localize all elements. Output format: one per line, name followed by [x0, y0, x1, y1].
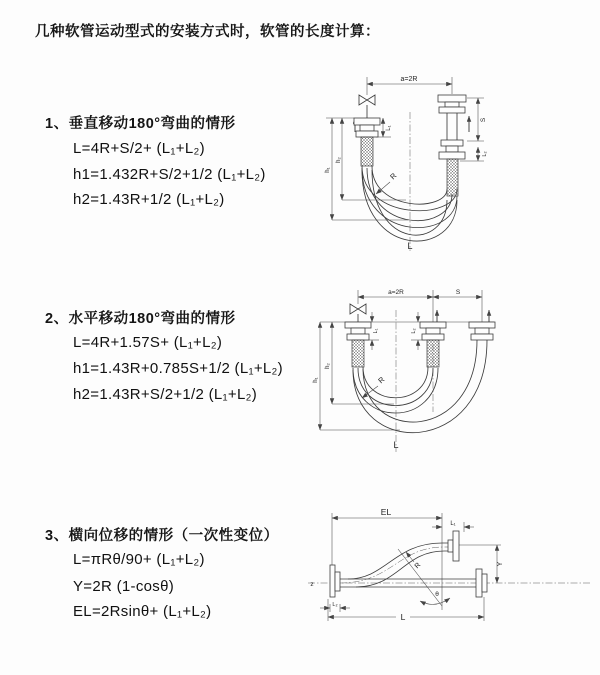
axis-mark-label: z	[310, 581, 314, 588]
hose-centerline	[340, 547, 450, 583]
hose-arcs	[362, 166, 457, 241]
page-title: 几种软管运动型式的安装方式时，软管的长度计算：	[35, 24, 380, 40]
length-label: L	[400, 612, 406, 622]
angle-label: θ	[435, 591, 439, 598]
diagram-lateral-displacement	[298, 505, 598, 650]
radius-label: R	[388, 171, 399, 182]
dimension-lines	[320, 290, 494, 430]
diagram-vertical-180-bend	[310, 68, 590, 258]
radius-label: R	[376, 374, 387, 386]
dim-label-l2: L₂	[411, 328, 417, 334]
dim-label-h1: h₁	[313, 377, 319, 383]
valve-icon	[350, 304, 366, 314]
braided-hose-section	[447, 159, 458, 196]
section1-heading: 1、垂直移动180°弯曲的情形	[45, 116, 236, 132]
braided-hose-section	[427, 340, 439, 367]
dimension-lines	[320, 513, 501, 621]
pipes-and-fittings	[330, 531, 487, 597]
section3-formula-Y: Y=2R (1-cosθ)	[73, 578, 175, 595]
section2-formula-h1: h1=1.43R+0.785S+1/2 (L₁+L₂)	[73, 360, 283, 377]
length-label: L	[407, 241, 413, 251]
dim-label-l1: L₁	[450, 521, 456, 527]
radius-label: R	[413, 561, 423, 571]
section1-formula-h2: h2=1.43R+1/2 (L₁+L₂)	[73, 191, 225, 208]
braided-hose-section	[361, 137, 373, 166]
dim-label-el: EL	[380, 507, 392, 517]
dim-label-a2r: a=2R	[388, 289, 404, 296]
section2-formula-L: L=4R+1.57S+ (L₁+L₂)	[73, 334, 223, 351]
dim-label-y: Y	[497, 561, 504, 567]
dim-label-l2: L₂	[332, 602, 338, 608]
section3-heading: 3、横向位移的情形（一次性变位）	[45, 528, 279, 544]
section2-formula-h2: h2=1.43R+S/2+1/2 (L₁+L₂)	[73, 386, 258, 403]
dim-label-s: S	[480, 117, 487, 123]
hose-arcs	[353, 340, 487, 433]
section1-formula-h1: h1=1.432R+S/2+1/2 (L₁+L₂)	[73, 166, 266, 183]
section2-heading: 2、水平移动180°弯曲的情形	[45, 311, 236, 327]
section3-formula-L: L=πRθ/90+ (L₁+L₂)	[73, 551, 205, 568]
angle-arc	[420, 598, 450, 604]
dim-label-a2r: a=2R	[400, 76, 418, 83]
section1-formula-L: L=4R+S/2+ (L₁+L₂)	[73, 140, 205, 157]
radius-leader	[376, 182, 390, 194]
dim-label-l1: L₁	[373, 328, 379, 334]
hose-lower-wall	[356, 551, 448, 587]
diagram-horizontal-180-bend	[308, 282, 598, 457]
dim-label-h2: h₂	[325, 363, 331, 369]
dim-label-l1: L₁	[386, 125, 392, 131]
length-label: L	[393, 440, 399, 450]
section3-formula-EL: EL=2Rsinθ+ (L₁+L₂)	[73, 603, 212, 620]
dim-label-h2: h₂	[336, 157, 342, 163]
braided-hose-section	[352, 340, 364, 367]
hose-upper-wall	[348, 543, 448, 579]
pipes-and-fittings	[345, 304, 495, 367]
dim-label-h1: h₁	[325, 167, 331, 173]
dim-label-l2: L₂	[482, 151, 488, 157]
valve-icon	[359, 95, 375, 105]
dim-label-s: S	[455, 289, 461, 296]
